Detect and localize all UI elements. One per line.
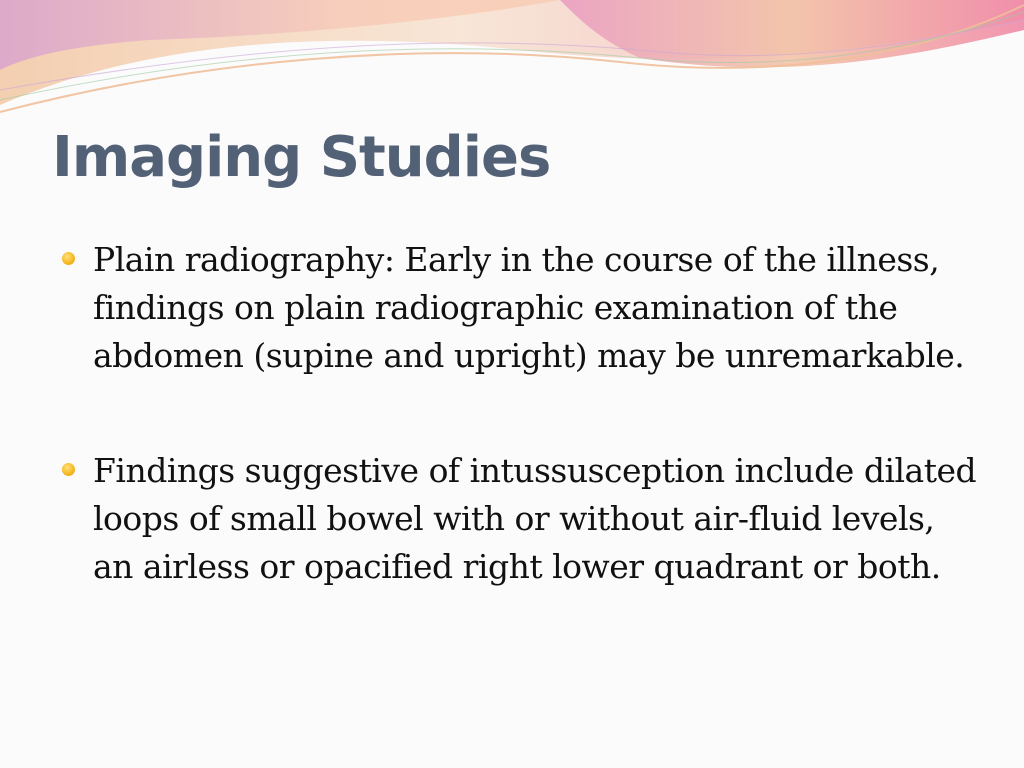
- bullet-dot-icon: [62, 463, 75, 476]
- bullet-dot-icon: [62, 252, 75, 265]
- bullet-text: Plain radiography: Early in the course of the illness, findings on plain radiographic examination of the abdomen (supine and upright) may be unremarkable.: [93, 240, 965, 375]
- decorative-wave-banner: [0, 0, 1024, 130]
- bullet-item: [62, 236, 982, 380]
- bullet-list: [62, 236, 982, 591]
- bullet-item: [62, 447, 982, 591]
- bullet-text: Findings suggestive of intussusception include dilated loops of small bowel with or without air-fluid levels, an airless or opacified right lower quadrant or both.: [93, 451, 977, 586]
- slide-title: Imaging Studies: [52, 125, 551, 190]
